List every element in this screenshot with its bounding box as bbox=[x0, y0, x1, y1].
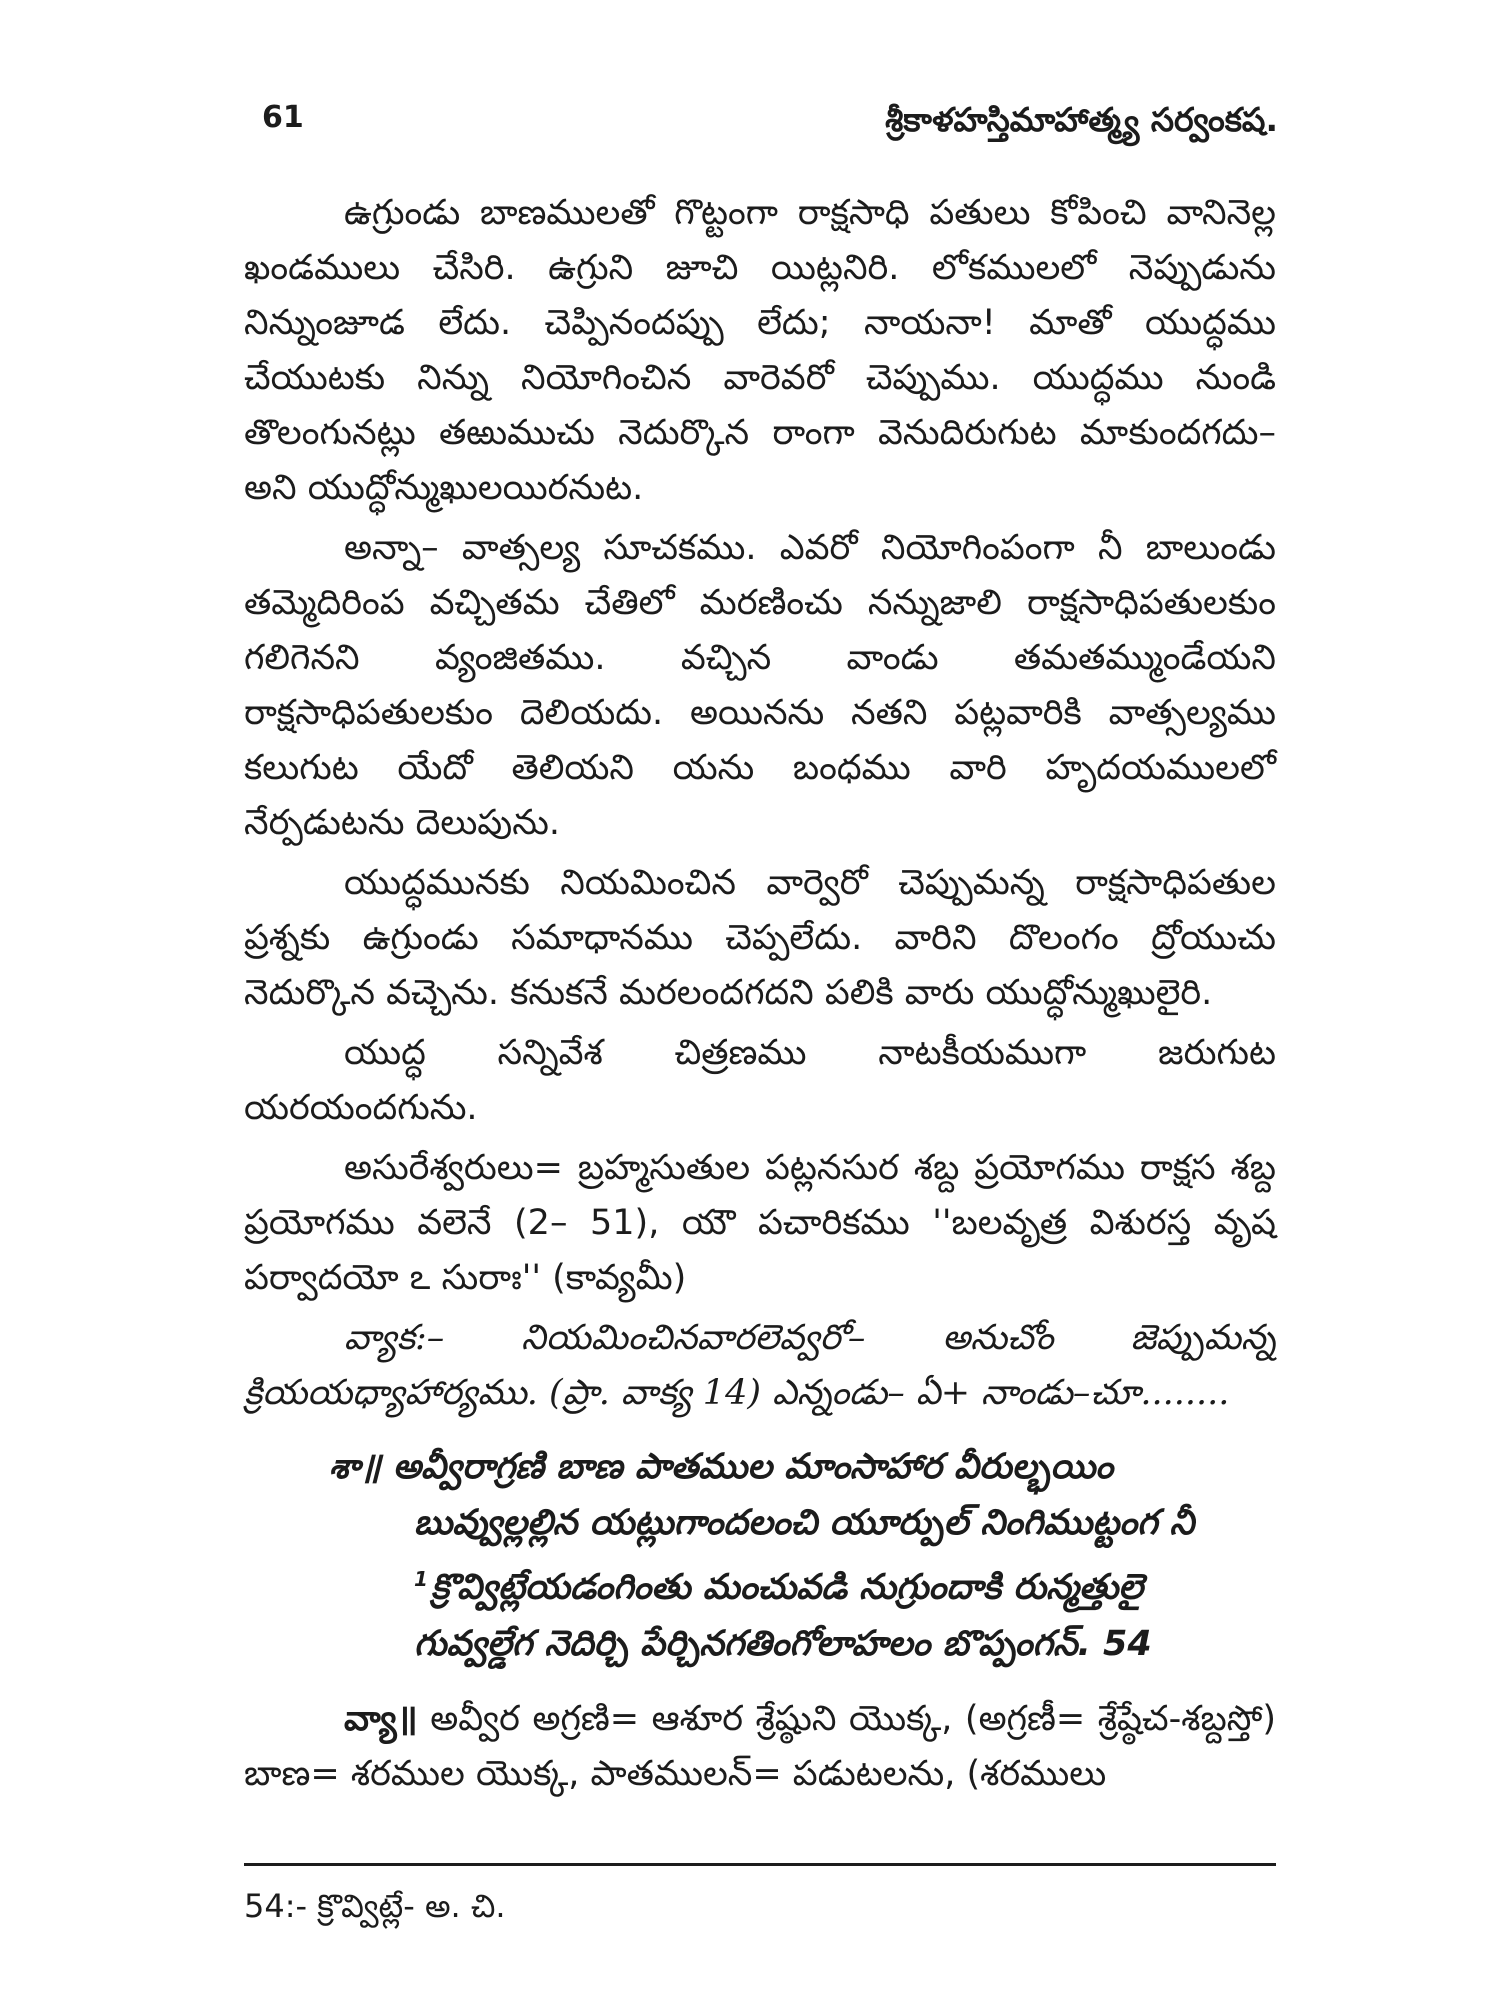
footnote: 54:- క్రొవ్విట్లే- అ. చి. bbox=[244, 1887, 506, 1925]
paragraph-5: అసురేశ్వరులు= బ్రహ్మసుతుల పట్లనసుర శబ్ద ప్రయోగము రాక్షస శబ్ద ప్రయోగము వలెనే (2– 51), యౌ పచారికము ''బలవృత్ర విశురస్త వృష పర్వాదయో ఽ సురాః'' (కావ్యమీ) bbox=[244, 1148, 1276, 1298]
paragraph-2: అన్నా– వాత్సల్య సూచకము. ఎవరో నియోగింపంగా నీ బాలుండు తమ్మెదిరింప వచ్చితమ చేతిలో మరణించు నన్నుజాలి రాక్షసాధిపతులకుం గలిగెనని వ్యంజితము. వచ్చిన వాండు తమతమ్ముండేయని రాక్షసాధిపతులకుం దెలియదు. అయినను నతని పట్లవారికి వాత్సల్యము కలుగుట యేదో తెలియని యను బంధము వారి హృదయములలో నేర్పడుటను దెలుపును. bbox=[244, 528, 1276, 843]
page-number: 61 bbox=[262, 100, 304, 135]
verse-line-1 bbox=[244, 1439, 1276, 1495]
body-text bbox=[244, 186, 1276, 1807]
verse-marker: శా॥ bbox=[329, 1447, 381, 1487]
verse-line-4: గువ్వల్డేగ నెదిర్చి పేర్చినగతింగోలాహలం బొప్పంగన్. 54 bbox=[414, 1623, 1152, 1664]
grammar-note: వ్యాక:– నియమించినవారలెవ్వరో– అనుచోం జెప్పుమన్న క్రియయధ్యాహార్యము. (ప్రా. వాక్య 14) ఎన్నండు– ఏ+ నాండు–చూ........ bbox=[244, 1318, 1276, 1413]
paragraph-3: యుద్ధమునకు నియమించిన వార్వెరో చెప్పుమన్న రాక్షసాధిపతుల ప్రశ్నకు ఉగ్రుండు సమాధానము చెప్పలేదు. వారిని దొలంగం ద్రోయుచు నెదుర్కొన వచ్చెను. కనుకనే మరలందగదని పలికి వారు యుద్ధోన్ముఖులైరి. bbox=[244, 863, 1276, 1013]
commentary bbox=[244, 1692, 1276, 1802]
commentary-text: అవ్వీర అగ్రణి= ఆశూర శ్రేష్ఠుని యొక్క, (అగ్రణీ= శ్రేష్ఠేచ-శబ్దస్తో) బాణ= శరముల యొక్క, పాతములన్= పడుటలను, (శరములు bbox=[244, 1698, 1276, 1794]
running-title: శ్రీకాళహస్తిమాహాత్మ్య సర్వంకష. bbox=[885, 100, 1278, 139]
footnote-divider bbox=[244, 1863, 1276, 1866]
page-header bbox=[262, 100, 1278, 160]
commentary-marker: వ్యా॥ bbox=[344, 1698, 418, 1739]
footnote-reference: 1 bbox=[414, 1567, 428, 1591]
paragraph-1: ఉగ్రుండు బాణములతో గొట్టంగా రాక్షసాధి పతులు కోపించి వానినెల్ల ఖండములు చేసిరి. ఉగ్రుని జూచి యిట్లనిరి. లోకములలో నెప్పుడును నిన్నుంజూడ లేదు. చెప్పినందప్పు లేదు; నాయనా! మాతో యుద్ధము చేయుటకు నిన్ను నియోగించిన వారెవరో చెప్పుము. యుద్ధము నుండి తొలంగునట్లు తఱుముచు నెదుర్కొన రాంగా వెనుదిరుగుట మాకుందగదు– అని యుద్ధోన్ముఖులయిరనుట. bbox=[244, 193, 1276, 508]
verse bbox=[244, 1439, 1276, 1672]
verse-line-3 bbox=[244, 1551, 1276, 1616]
paragraph-4: యుద్ధ సన్నివేశ చిత్రణము నాటకీయముగా జరుగుట యరయందగును. bbox=[244, 1033, 1276, 1128]
verse-line-3-text: క్రొవ్విట్లేయడంగింతు మంచువడి నుగ్రుందాకి రున్మత్తులై bbox=[430, 1567, 1144, 1608]
verse-line-1-text: అవ్వీరాగ్రణి బాణ పాతముల మాంసాహార వీరుల్భయిం bbox=[393, 1447, 1114, 1487]
verse-line-2: బువ్వుల్లల్లిన యట్లుగాందలంచి యూర్పుల్ నింగిముట్టంగ నీ bbox=[414, 1503, 1195, 1543]
